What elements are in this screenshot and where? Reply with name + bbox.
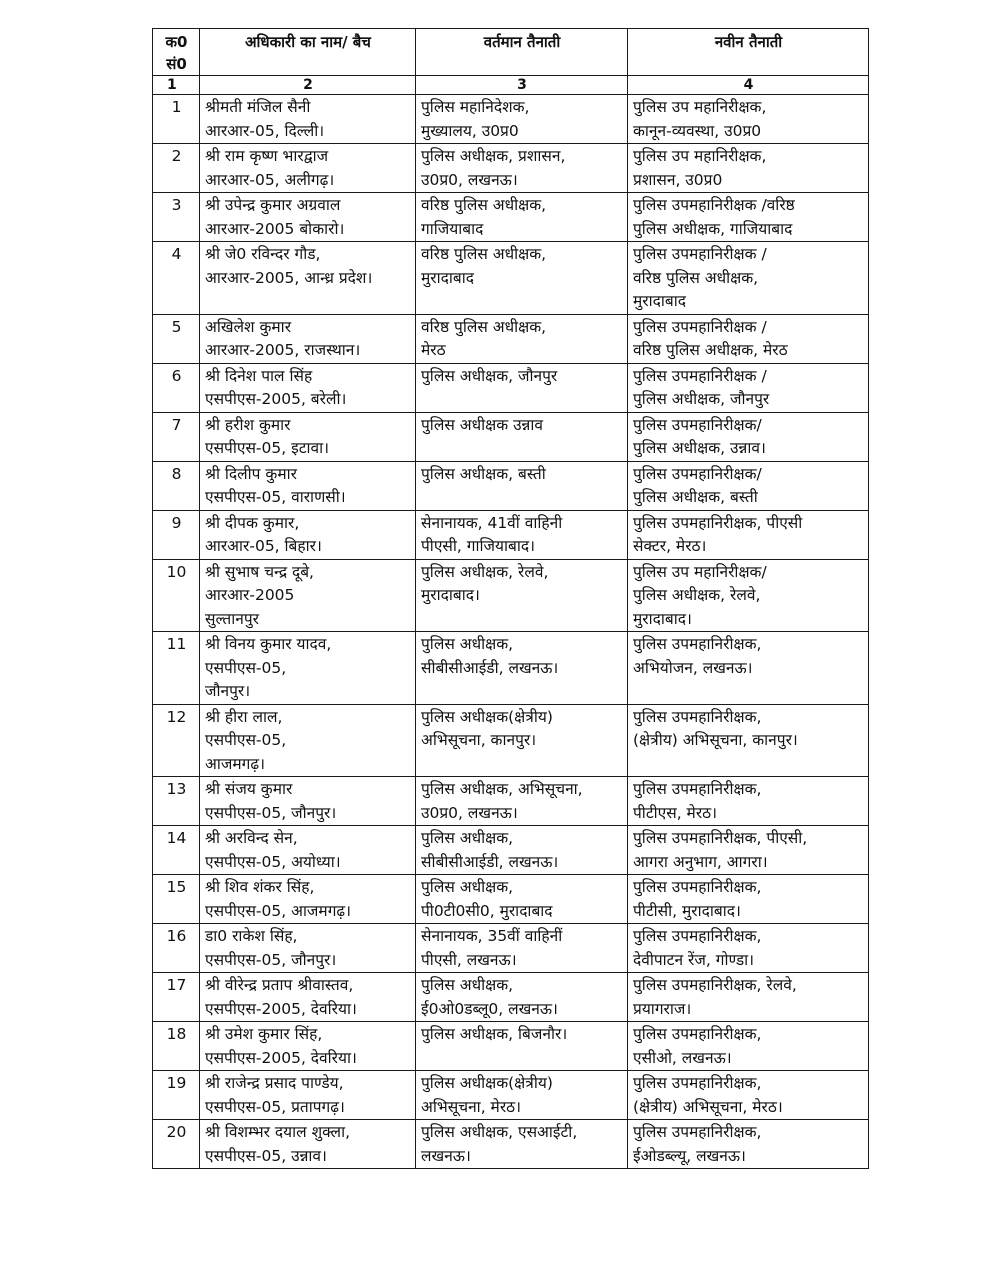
cell-line: कानून-व्यवस्था, उ0प्र0 [633, 121, 762, 140]
serial-number-cell: 10 [153, 559, 200, 632]
cell-line: पीटीसी, मुरादाबाद। [633, 901, 741, 920]
table-row [153, 777, 869, 826]
cell-line: पुलिस उपमहानिरीक्षक, [633, 635, 762, 653]
cell-line: पुलिस अधीक्षक, [421, 976, 514, 994]
cell-line: देवीपाटन रेंज, गोण्डा। [633, 950, 755, 969]
current-posting-cell [416, 1120, 628, 1169]
cell-line: पुलिस उप महानिरीक्षक, [633, 98, 767, 116]
current-posting-cell [416, 95, 628, 144]
header-officer-name-batch: अधिकारी का नाम/ बैच [200, 29, 416, 76]
cell-line: पुलिस अधीक्षक, अभिसूचना, [421, 780, 583, 798]
current-posting-cell [416, 704, 628, 777]
header-new-posting: नवीन तैनाती [628, 29, 869, 76]
cell-line: श्री दीपक कुमार, [205, 513, 300, 532]
cell-line: श्री उपेन्द्र कुमार अग्रवाल [205, 196, 341, 214]
serial-number-cell: 13 [153, 777, 200, 826]
column-number: 3 [416, 76, 628, 95]
cell-line: आरआर-05, बिहार। [205, 537, 322, 555]
officer-name-cell [200, 242, 416, 315]
cell-line: आजमगढ़। [205, 754, 265, 773]
cell-line: लखनऊ। [421, 1146, 471, 1165]
cell-line: पुलिस उपमहानिरीक्षक, [633, 707, 762, 726]
officer-name-cell [200, 193, 416, 242]
new-posting-cell [628, 314, 869, 363]
cell-line: सेक्टर, मेरठ। [633, 537, 707, 555]
cell-line: पुलिस अधीक्षक, एसआईटी, [421, 1123, 578, 1141]
cell-line: श्रीमती मंजिल सैनी [205, 98, 311, 116]
new-posting-cell [628, 924, 869, 973]
current-posting-cell [416, 826, 628, 875]
cell-line: आरआर-05, दिल्ली। [205, 121, 325, 140]
officer-name-cell [200, 777, 416, 826]
officer-name-cell [200, 1071, 416, 1120]
new-posting-cell [628, 875, 869, 924]
cell-line: एसपीएस-05, प्रतापगढ़। [205, 1097, 345, 1116]
cell-line: पुलिस अधीक्षक, बस्ती [421, 464, 546, 483]
cell-line: पुलिस अधीक्षक, बिजनौर। [421, 1025, 568, 1043]
serial-number-cell: 14 [153, 826, 200, 875]
cell-line: एसपीएस-05, अयोध्या। [205, 852, 341, 871]
cell-line: पुलिस अधीक्षक, [421, 878, 514, 896]
serial-number-cell: 2 [153, 144, 200, 193]
officer-name-cell [200, 510, 416, 559]
cell-line: पुलिस उपमहानिरीक्षक /वरिष्ठ [633, 196, 795, 214]
cell-line: पुलिस उपमहानिरीक्षक, पीएसी [633, 513, 803, 532]
cell-line: पुलिस अधीक्षक, जौनपुर [633, 390, 770, 408]
table-row [153, 95, 869, 144]
current-posting-cell [416, 363, 628, 412]
cell-line: मुरादाबाद [633, 292, 686, 310]
cell-line: आरआर-2005 बोकारो। [205, 219, 345, 238]
cell-line: मुख्यालय, उ0प्र0 [421, 121, 519, 140]
cell-line: अखिलेश कुमार [205, 317, 292, 336]
cell-line: पुलिस अधीक्षक(क्षेत्रीय) [421, 707, 553, 726]
table-header-row [153, 29, 869, 76]
cell-line: पुलिस अधीक्षक, [421, 635, 514, 653]
cell-line: श्री उमेश कुमार सिंह, [205, 1025, 323, 1043]
serial-number-cell: 8 [153, 461, 200, 510]
serial-number-cell: 11 [153, 632, 200, 705]
cell-line: एसपीएस-05, इटावा। [205, 439, 330, 457]
cell-line: मुरादाबाद। [421, 586, 480, 604]
cell-line: एसपीएस-05, जौनपुर। [205, 950, 337, 969]
cell-line: मुरादाबाद [421, 268, 474, 287]
cell-line: पुलिस अधीक्षक, रेलवे, [633, 586, 761, 604]
serial-number-cell: 5 [153, 314, 200, 363]
current-posting-cell [416, 632, 628, 705]
officer-name-cell [200, 1022, 416, 1071]
cell-line: श्री वीरेन्द्र प्रताप श्रीवास्तव, [205, 976, 354, 994]
cell-line: वरिष्ठ पुलिस अधीक्षक, [421, 317, 547, 336]
cell-line: पुलिस अधीक्षक(क्षेत्रीय) [421, 1074, 553, 1092]
cell-line: प्रयागराज। [633, 999, 692, 1018]
cell-line: पुलिस उपमहानिरीक्षक / [633, 245, 767, 263]
officer-name-cell [200, 461, 416, 510]
new-posting-cell [628, 1022, 869, 1071]
column-number: 1 [153, 76, 200, 95]
cell-line: आरआर-2005, राजस्थान। [205, 341, 361, 359]
table-row [153, 1120, 869, 1169]
cell-line: श्री राजेन्द्र प्रसाद पाण्डेय, [205, 1074, 344, 1092]
serial-number-cell: 17 [153, 973, 200, 1022]
new-posting-cell [628, 412, 869, 461]
cell-line: एसपीएस-2005, देवरिया। [205, 1048, 357, 1067]
officer-name-cell [200, 314, 416, 363]
cell-line: पुलिस उपमहानिरीक्षक, [633, 1025, 762, 1043]
current-posting-cell [416, 412, 628, 461]
cell-line: श्री दिनेश पाल सिंह [205, 366, 313, 385]
cell-line: (क्षेत्रीय) अभिसूचना, कानपुर। [633, 731, 798, 749]
cell-line: सेनानायक, 35वीं वाहिनीं [421, 927, 563, 945]
cell-line: आगरा अनुभाग, आगरा। [633, 852, 768, 871]
cell-line: पुलिस उपमहानिरीक्षक, [633, 1123, 762, 1141]
current-posting-cell [416, 314, 628, 363]
document-page [152, 28, 872, 1169]
cell-line: पुलिस अधीक्षक, प्रशासन, [421, 147, 566, 165]
new-posting-cell [628, 1120, 869, 1169]
officer-name-cell [200, 875, 416, 924]
cell-line: (क्षेत्रीय) अभिसूचना, मेरठ। [633, 1097, 783, 1116]
officer-name-cell [200, 363, 416, 412]
cell-line: ईओडब्ल्यू, लखनऊ। [633, 1146, 746, 1165]
cell-line: पुलिस उपमहानिरीक्षक / [633, 317, 767, 336]
cell-line: पुलिस उप महानिरीक्षक, [633, 147, 767, 165]
cell-line: मेरठ [421, 341, 446, 359]
cell-line: श्री संजय कुमार [205, 780, 293, 798]
cell-line: श्री विनय कुमार यादव, [205, 635, 332, 653]
cell-line: एसपीएस-2005, देवरिया। [205, 999, 357, 1018]
cell-line: पीएसी, लखनऊ। [421, 950, 517, 969]
cell-line: पुलिस उपमहानिरीक्षक, रेलवे, [633, 976, 797, 994]
table-row [153, 461, 869, 510]
cell-line: अभिसूचना, कानपुर। [421, 731, 537, 749]
new-posting-cell [628, 632, 869, 705]
cell-line: ई0ओ0डब्लू0, लखनऊ। [421, 999, 558, 1018]
cell-line: वरिष्ठ पुलिस अधीक्षक, मेरठ [633, 341, 788, 359]
new-posting-cell [628, 363, 869, 412]
current-posting-cell [416, 510, 628, 559]
cell-line: अभियोजन, लखनऊ। [633, 658, 753, 677]
cell-line: प्रशासन, उ0प्र0 [633, 170, 723, 189]
new-posting-cell [628, 461, 869, 510]
new-posting-cell [628, 510, 869, 559]
table-body [153, 95, 869, 1169]
table-row [153, 144, 869, 193]
officer-name-cell [200, 826, 416, 875]
cell-line: पुलिस अधीक्षक, गाजियाबाद [633, 219, 793, 238]
cell-line: एसपीएस-2005, बरेली। [205, 390, 347, 408]
cell-line: पुलिस अधीक्षक, बस्ती [633, 488, 758, 506]
cell-line: श्री शिव शंकर सिंह, [205, 878, 315, 896]
cell-line: मुरादाबाद। [633, 609, 692, 628]
new-posting-cell [628, 144, 869, 193]
cell-line: एसपीएस-05, जौनपुर। [205, 803, 337, 822]
serial-number-cell: 20 [153, 1120, 200, 1169]
cell-line: पुलिस उपमहानिरीक्षक, [633, 927, 762, 945]
cell-line: पी0टी0सी0, मुरादाबाद [421, 901, 553, 920]
new-posting-cell [628, 777, 869, 826]
cell-line: गाजियाबाद [421, 219, 484, 238]
table-row [153, 412, 869, 461]
current-posting-cell [416, 461, 628, 510]
cell-line: एसपीएस-05, [205, 658, 287, 677]
table-row [153, 559, 869, 632]
transfer-order-table [152, 28, 869, 1169]
serial-number-cell: 15 [153, 875, 200, 924]
cell-line: श्री विशम्भर दयाल शुक्ला, [205, 1123, 351, 1141]
column-number: 4 [628, 76, 869, 95]
cell-line: पुलिस उपमहानिरीक्षक, [633, 780, 762, 798]
cell-line: सुल्तानपुर [205, 609, 259, 628]
cell-line: श्री अरविन्द सेन, [205, 829, 298, 847]
new-posting-cell [628, 826, 869, 875]
current-posting-cell [416, 1022, 628, 1071]
table-row [153, 193, 869, 242]
table-row [153, 973, 869, 1022]
cell-line: पुलिस उपमहानिरीक्षक / [633, 366, 767, 385]
cell-line: एसपीएस-05, आजमगढ़। [205, 901, 352, 920]
cell-line: श्री सुभाष चन्द्र दूबे, [205, 562, 314, 581]
current-posting-cell [416, 875, 628, 924]
current-posting-cell [416, 777, 628, 826]
cell-line: पुलिस अधीक्षक, उन्नाव। [633, 439, 766, 457]
table-row [153, 510, 869, 559]
table-row [153, 924, 869, 973]
table-row [153, 826, 869, 875]
header-serial-number: क0 सं0 [153, 29, 200, 76]
cell-line: पुलिस उपमहानिरीक्षक, [633, 878, 762, 896]
table-row [153, 314, 869, 363]
cell-line: डा0 राकेश सिंह, [205, 927, 298, 945]
serial-number-cell: 7 [153, 412, 200, 461]
cell-line: वरिष्ठ पुलिस अधीक्षक, [421, 245, 547, 263]
current-posting-cell [416, 924, 628, 973]
cell-line: पुलिस अधीक्षक, [421, 829, 514, 847]
new-posting-cell [628, 973, 869, 1022]
new-posting-cell [628, 1071, 869, 1120]
cell-line: पुलिस महानिदेशक, [421, 98, 530, 116]
cell-line: वरिष्ठ पुलिस अधीक्षक, [421, 196, 547, 214]
cell-line: पुलिस अधीक्षक, रेलवे, [421, 562, 549, 581]
cell-line: उ0प्र0, लखनऊ। [421, 170, 518, 189]
officer-name-cell [200, 924, 416, 973]
cell-line: श्री राम कृष्ण भारद्वाज [205, 147, 329, 165]
cell-line: पुलिस अधीक्षक, जौनपुर [421, 366, 558, 385]
header-current-posting: वर्तमान तैनाती [416, 29, 628, 76]
cell-line: पीटीएस, मेरठ। [633, 803, 718, 822]
cell-line: पुलिस उपमहानिरीक्षक, पीएसी, [633, 829, 808, 847]
serial-number-cell: 12 [153, 704, 200, 777]
new-posting-cell [628, 704, 869, 777]
cell-line: आरआर-2005, आन्ध्र प्रदेश। [205, 268, 373, 287]
new-posting-cell [628, 559, 869, 632]
serial-number-cell: 1 [153, 95, 200, 144]
cell-line: पुलिस उप महानिरीक्षक/ [633, 562, 767, 581]
table-row [153, 632, 869, 705]
new-posting-cell [628, 242, 869, 315]
cell-line: श्री हीरा लाल, [205, 707, 283, 726]
serial-number-cell: 16 [153, 924, 200, 973]
officer-name-cell [200, 704, 416, 777]
table-row [153, 704, 869, 777]
officer-name-cell [200, 632, 416, 705]
current-posting-cell [416, 1071, 628, 1120]
cell-line: उ0प्र0, लखनऊ। [421, 803, 518, 822]
cell-line: पुलिस उपमहानिरीक्षक/ [633, 464, 762, 483]
cell-line: जौनपुर। [205, 682, 251, 700]
serial-number-cell: 4 [153, 242, 200, 315]
officer-name-cell [200, 973, 416, 1022]
cell-line: श्री हरीश कुमार [205, 415, 291, 434]
cell-line: अभिसूचना, मेरठ। [421, 1097, 522, 1116]
cell-line: सीबीसीआईडी, लखनऊ। [421, 852, 559, 871]
cell-line: पीएसी, गाजियाबाद। [421, 537, 535, 555]
column-number: 2 [200, 76, 416, 95]
cell-line: पुलिस अधीक्षक उन्नाव [421, 415, 544, 434]
officer-name-cell [200, 1120, 416, 1169]
table-row [153, 875, 869, 924]
table-row [153, 1071, 869, 1120]
cell-line: एसपीएस-05, वाराणसी। [205, 488, 346, 506]
serial-number-cell: 9 [153, 510, 200, 559]
cell-line: पुलिस उपमहानिरीक्षक, [633, 1074, 762, 1092]
current-posting-cell [416, 242, 628, 315]
column-number-row [153, 76, 869, 95]
serial-number-cell: 19 [153, 1071, 200, 1120]
cell-line: सीबीसीआईडी, लखनऊ। [421, 658, 559, 677]
current-posting-cell [416, 193, 628, 242]
cell-line: एसपीएस-05, [205, 731, 287, 749]
table-row [153, 363, 869, 412]
cell-line: आरआर-05, अलीगढ़। [205, 170, 335, 189]
cell-line: वरिष्ठ पुलिस अधीक्षक, [633, 268, 759, 287]
table-row [153, 242, 869, 315]
table-row [153, 1022, 869, 1071]
serial-number-cell: 3 [153, 193, 200, 242]
serial-number-cell: 6 [153, 363, 200, 412]
officer-name-cell [200, 412, 416, 461]
current-posting-cell [416, 559, 628, 632]
new-posting-cell [628, 95, 869, 144]
officer-name-cell [200, 95, 416, 144]
officer-name-cell [200, 559, 416, 632]
cell-line: श्री दिलीप कुमार [205, 464, 297, 483]
officer-name-cell [200, 144, 416, 193]
cell-line: श्री जे0 रविन्दर गौड, [205, 245, 321, 263]
cell-line: सेनानायक, 41वीं वाहिनी [421, 513, 563, 532]
serial-number-cell: 18 [153, 1022, 200, 1071]
new-posting-cell [628, 193, 869, 242]
cell-line: पुलिस उपमहानिरीक्षक/ [633, 415, 762, 434]
current-posting-cell [416, 144, 628, 193]
current-posting-cell [416, 973, 628, 1022]
cell-line: आरआर-2005 [205, 586, 295, 604]
cell-line: एसपीएस-05, उन्नाव। [205, 1146, 327, 1165]
cell-line: एसीओ, लखनऊ। [633, 1048, 732, 1067]
